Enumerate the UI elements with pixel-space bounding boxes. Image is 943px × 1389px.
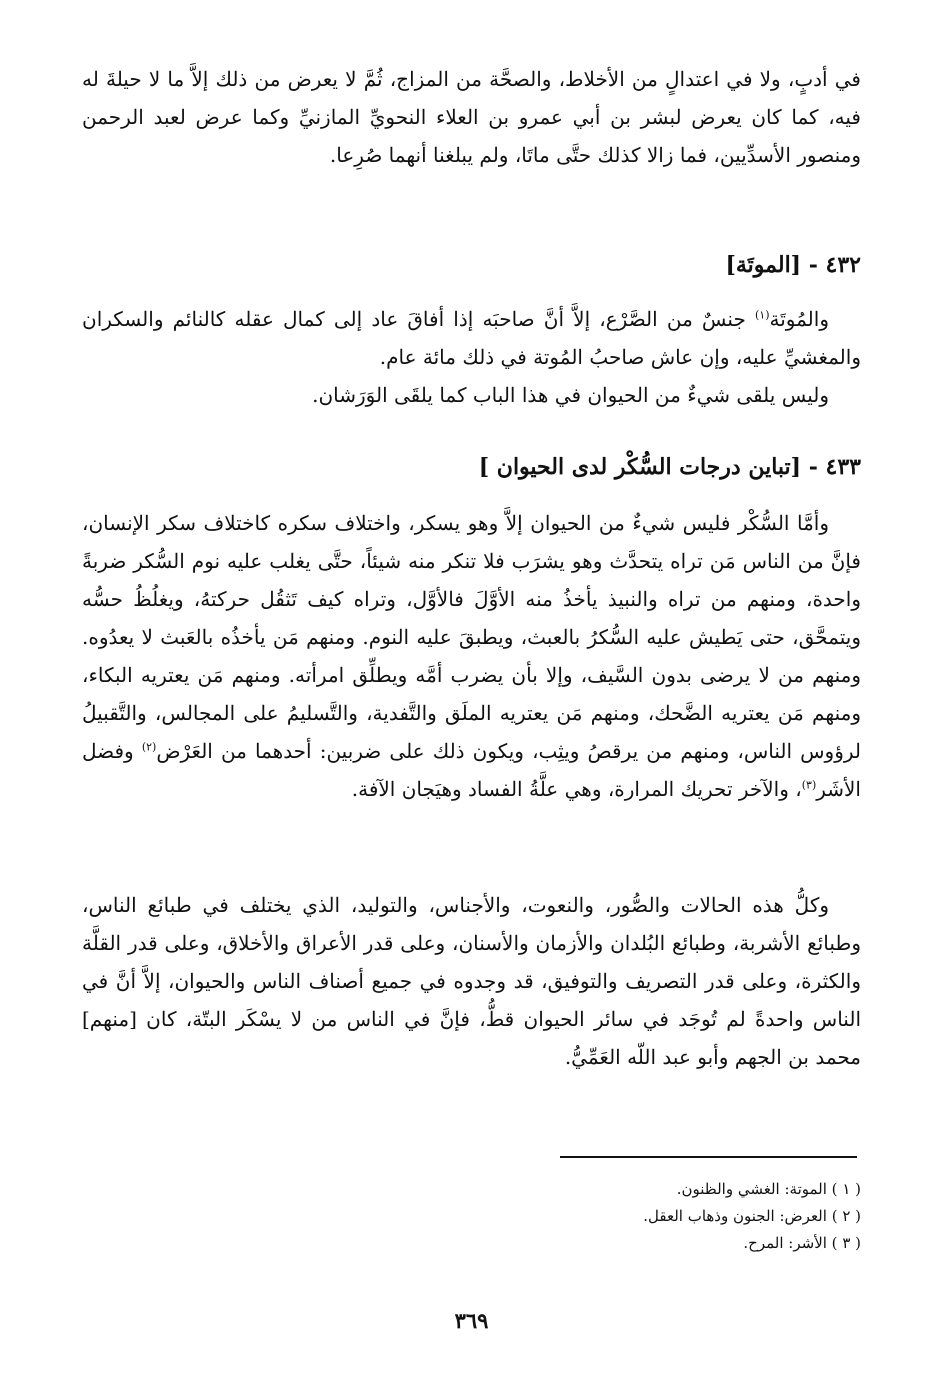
paragraph-conditions <box>82 886 861 1076</box>
paragraph-text: وكلُّ هذه الحالات والصُّور، والنعوت، والأجناس، والتوليد، الذي يختلف في طبائع الناس، وطبائع الأشربة، وطبائع البُلدان والأزمان والأسنان، وعلى قدر الأعراق والأخلاق، وعلى قدر القلَّة والكثرة، وعلى قدر التصريف والتوفيق، قد وجدوه في جميع أصناف الناس والحيوان، إلاَّ أنَّ في الناس واحدةً لم تُوجَد في سائر الحيوان قطُّ، فإنَّ في الناس من لا يسْكَر البتّة، كان [منهم] محمد بن الجهم وأبو عبد اللّه العَمِّيُّ. <box>82 893 861 1069</box>
paragraph-segment: جنسٌ من الصَّرْع، إلاَّ أنَّ صاحبَه إذا أفاقَ عاد إلى كمال عقله كالنائم والسكران والمغشيِّ عليه، وإن عاش صاحبُ المُوتة في ذلك مائة عام. <box>82 307 861 369</box>
paragraph-sukr <box>82 504 861 808</box>
paragraph-segment: وأمَّا السُّكْر فليس شيءٌ من الحيوان إلاَّ وهو يسكر، واختلاف سكره كاختلاف سكر الإنسان، فإنَّ من الناس مَن تراه يتحدَّث وهو يشرَب فلا تنكر منه شيئاً، حتَّى يغلب عليه نوم السُّكر ضربةً واحدة، ومنهم من تراه والنبيذ يأخذُ منه الأوَّلَ فالأوَّل، وتراه كيف تَثقُل حركتهُ، ويغلُظُ حسُّه ويتمحَّق، حتى يَطيش عليه السُّكرُ بالعبث، ويطبقَ عليه النوم. ومنهم مَن يأخذُه بالعَبث لا يعدُوه. ومنهم من لا يرضى بدون السَّيف، وإلا بأن يضرب أمَّه ويطلِّق امرأته. ومنهم مَن يعتريه البكاء، ومنهم مَن يعتريه الضَّحك، ومنهم مَن يعتريه الملَق والتَّفدية، والتَّسليمُ على المجالس، والتَّقبيلُ لرؤوس الناس، ومنهم من يرقصُ ويثِب، ويكون ذلك على ضربين: أحدهما من العَرْض <box>82 511 861 763</box>
paragraph-text <box>82 300 861 376</box>
footnote-divider <box>560 1156 857 1158</box>
paragraph-segment: والمُوتَة <box>769 307 829 331</box>
paragraph-mawta <box>82 300 861 414</box>
paragraph-text <box>82 504 861 808</box>
footnotes <box>82 1176 861 1257</box>
paragraph-segment: ، والآخر تحريك المرارة، وهي علَّةُ الفساد وهيَجان الآفة. <box>351 777 802 801</box>
paragraph-text: وليس يلقى شيءٌ من الحيوان في هذا الباب كما يلقَى الوَرَشان. <box>312 383 829 407</box>
section-heading-433: ٤٣٣ - [تباين درجات السُّكْر لدى الحيوان ] <box>478 454 861 480</box>
footnote-ref-2: (٢) <box>141 740 157 754</box>
section-heading-432: ٤٣٢ - [الموتَة] <box>725 252 861 278</box>
footnote-1: ( ١ ) الموتة: الغشي والظنون. <box>676 1180 861 1198</box>
paragraph-continuation <box>82 60 861 174</box>
footnote-ref-3: (٣) <box>801 778 817 792</box>
paragraph-text: في أدبٍ، ولا في اعتدالٍ من الأخلاط، والصحَّة من المزاج، ثُمَّ لا يعرض من ذلك إلاَّ ما لا حيلةَ له فيه، كما كان يعرض لبشر بن أبي عمرو بن العلاء النحويِّ المازنيِّ وكما عرض لعبد الرحمن ومنصور الأسدِّيين، فما زالا كذلك حتَّى ماتَا، ولم يبلغنا أنهما صُرِعا. <box>82 67 861 167</box>
paragraph-segment: وفضل الأشَر <box>82 739 861 801</box>
footnote-2: ( ٢ ) العرض: الجنون وذهاب العقل. <box>643 1207 861 1225</box>
page-number: ٣٦٩ <box>454 1308 489 1333</box>
footnote-ref-1: (١) <box>754 308 770 322</box>
footnote-3: ( ٣ ) الأشر: المرح. <box>743 1234 861 1252</box>
